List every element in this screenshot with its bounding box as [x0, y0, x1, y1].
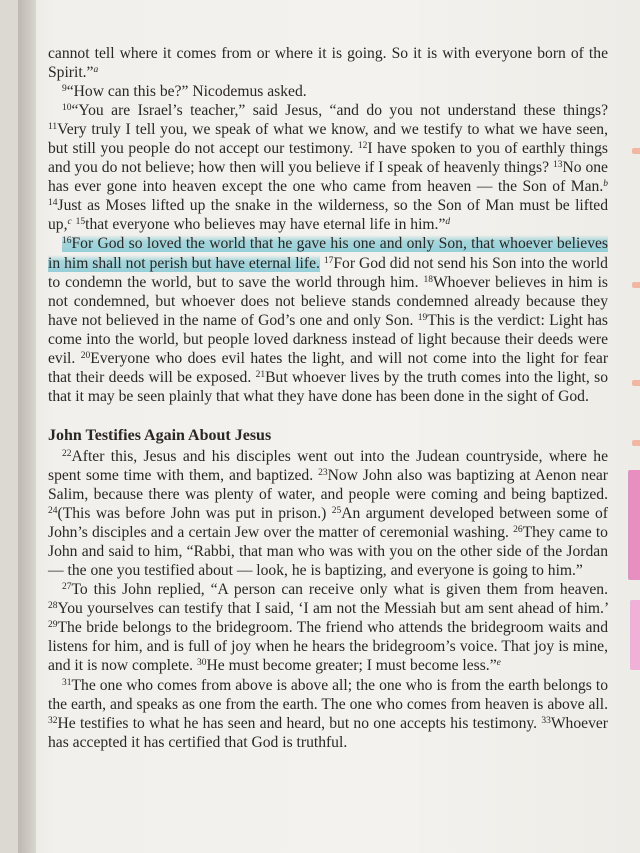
footnote-marker[interactable]: d [445, 217, 451, 228]
page-gutter [18, 0, 36, 853]
verse-number: 19 [417, 312, 428, 323]
verse-number: 17 [323, 255, 334, 266]
verse-text: But whoever lives by the truth comes into the light, so that it may be seen plainly that what they have done has been done in the sight of God. [48, 368, 608, 405]
verse-text: He must become greater; I must become less.” [206, 657, 497, 675]
verse-text: This is the verdict: Light has come into the world, but people loved darkness instead of light because their deeds were evil. [48, 311, 608, 367]
verse-text: I have spoken to you of earthly things and you do not believe; how then will you believe if I speak of heavenly things? [48, 140, 608, 177]
verse-number: 26 [513, 525, 523, 536]
verse-text: You yourselves can testify that I said, ‘I am not the Messiah but am sent ahead of him.’ [57, 600, 608, 618]
verse-number: 20 [80, 350, 91, 361]
page-edge-tab [632, 282, 640, 288]
verse-text: Whoever believes in him is not condemned, but whoever does not believe stands condemned already because they have not believed in the name of God’s one and only Son. [48, 273, 608, 329]
verse-text: Just as Moses lifted up the snake in the wilderness, so the Son of Man must be lifted up, [48, 197, 608, 234]
paragraph [48, 44, 608, 82]
verse-number: 18 [423, 274, 433, 285]
verse-text: Everyone who does evil hates the light, and will not come into the light for fear that their deeds will be exposed. [48, 349, 609, 386]
section-heading: John Testifies Again About Jesus [48, 426, 272, 444]
bible-page [18, 0, 640, 853]
verse-number: 28 [48, 601, 58, 612]
verse-text: An argument developed between some of John’s disciples and a certain Jew over the matter of ceremonial washing. [48, 505, 609, 542]
verse-number: 27 [62, 582, 72, 593]
verse-text: After this, Jesus and his disciples went out into the Judean countryside, where he spent some time with them, and baptized. [48, 447, 608, 484]
verse-text: “You are Israel’s teacher,” said Jesus, “and do you not understand these things? [71, 102, 608, 120]
verse-text: For God did not send his Son into the world to condemn the world, but to save the world through him. [48, 254, 608, 291]
footnote-marker[interactable]: b [603, 179, 608, 190]
scripture-text [48, 44, 608, 752]
verse-number: 10 [62, 103, 72, 114]
verse-text: (This was before John was put in prison.) [57, 505, 327, 523]
verse-number: 11 [48, 122, 58, 133]
page-edge-tab [628, 470, 640, 580]
verse-number: 23 [318, 467, 328, 478]
page-edge-tab [630, 600, 640, 670]
verse-number: 31 [62, 677, 72, 688]
page-edge-tab [632, 440, 640, 446]
verse-text: He testifies to what he has seen and heard, but no one accepts his testimony. [57, 714, 538, 732]
verse-text: For God so loved the world that he gave his one and only Son, that whoever believes in him shall not perish but have eternal life. [48, 235, 608, 272]
paragraph [48, 580, 608, 675]
verse-text: They came to John and said to him, “Rabbi, that man who was with you on the other side of the Jordan — the one you testified about — look, he is baptizing, and everyone is going to him.” [48, 524, 608, 580]
footnote-marker[interactable]: e [496, 658, 501, 669]
verse-text: The one who comes from above is above all; the one who is from the earth belongs to the earth, and speaks as one from the earth. The one who comes from heaven is above all. [48, 676, 608, 713]
footnote-marker[interactable]: a [93, 65, 99, 76]
paragraph [48, 447, 608, 580]
verse-text: No one has ever gone into heaven except the one who came from heaven — the Son of Man. [48, 159, 608, 196]
verse-number: 14 [48, 198, 58, 209]
verse-number: 25 [331, 506, 342, 517]
verse-text: “How can this be?” Nicodemus asked. [66, 83, 307, 101]
verse-number: 24 [48, 506, 58, 517]
verse-text: Now John also was baptizing at Aenon near Salim, because there was plenty of water, and people were coming and being baptized. [48, 466, 608, 504]
footnote-marker[interactable]: c [67, 217, 72, 228]
verse-number: 9 [62, 84, 67, 95]
verse-number: 12 [357, 141, 368, 152]
paragraph [48, 676, 608, 752]
verse-number: 29 [48, 620, 58, 631]
page-edge-tab [632, 380, 640, 386]
verse-number: 22 [62, 448, 72, 459]
paragraph [48, 101, 608, 234]
paragraph [48, 234, 608, 405]
page-edge-tab [632, 148, 640, 154]
verse-number: 30 [197, 658, 207, 669]
verse-text: cannot tell where it comes from or where it is going. So it is with everyone born of the Spirit.” [48, 45, 608, 82]
verse-text: The bride belongs to the bridegroom. The friend who attends the bridegroom waits and listens for him, and is full of joy when he hears the bridegroom’s voice. That joy is mine, and it is now complete. [48, 619, 608, 675]
verse-number: 15 [75, 217, 86, 228]
verse-text: that everyone who believes may have eternal life in him.” [85, 216, 446, 234]
verse-text: To this John replied, “A person can receive only what is given them from heaven. [71, 581, 608, 599]
verse-number: 21 [255, 369, 266, 380]
verse-text: Whoever has accepted it has certified that God is truthful. [48, 714, 608, 751]
verse-number: 33 [541, 715, 551, 726]
verse-text: Very truly I tell you, we speak of what we know, and we testify to what we have seen, but still you people do not accept our testimony. [48, 121, 608, 158]
paragraph [48, 82, 608, 101]
verse-number: 16 [62, 236, 72, 247]
verse-number: 32 [48, 715, 58, 726]
verse-number: 13 [552, 160, 563, 171]
